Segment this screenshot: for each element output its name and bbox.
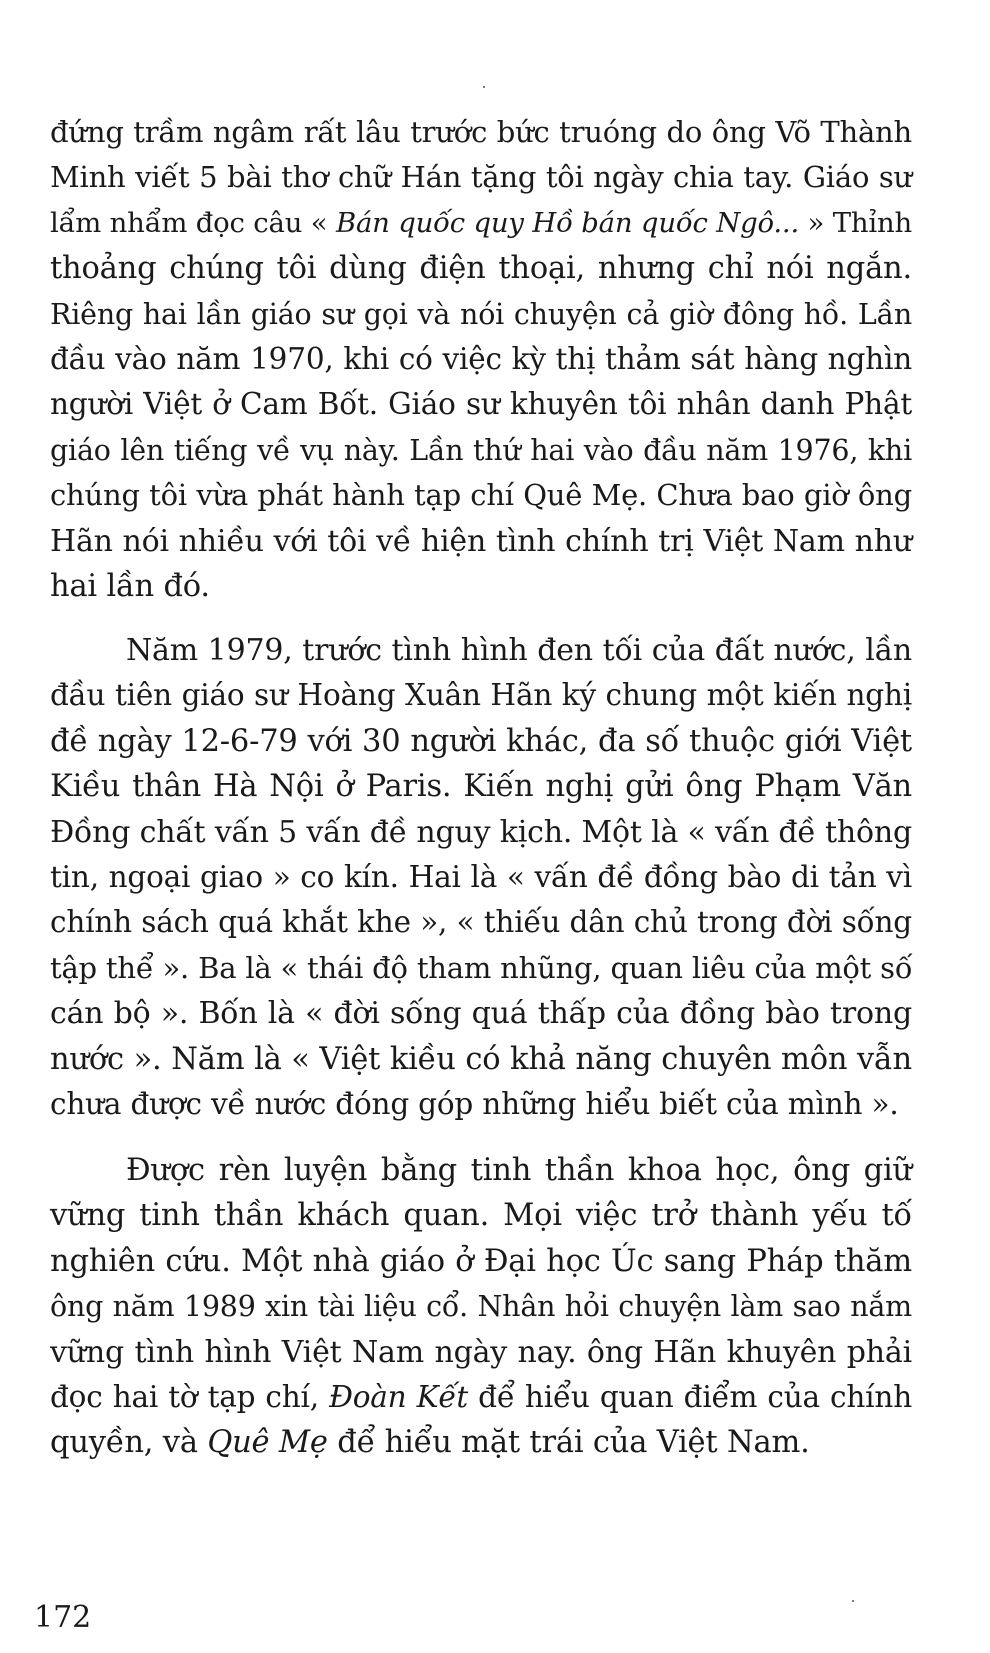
text-run: để hiểu quan điểm của chính — [468, 1380, 912, 1415]
text-line: tập thể ». Ba là « thái độ tham nhũng, quan liêu của một số — [50, 950, 913, 985]
text-run: » Thỉnh — [798, 206, 912, 239]
text-line: tin, ngoại giao » co kín. Hai là « vấn đề đồng bào di tản vì — [50, 860, 912, 895]
text-line: Kiều thân Hà Nội ở Paris. Kiến nghị gửi ông Phạm Văn — [50, 769, 912, 805]
text-line: Hãn nói nhiều với tôi về hiện tình chính trị Việt Nam như — [50, 523, 912, 559]
text-line: giáo lên tiếng về vụ này. Lần thứ hai vào đầu năm 1976, khi — [50, 433, 912, 467]
text-line: Minh viết 5 bài thơ chữ Hán tặng tôi ngày chia tay. Giáo sư — [50, 160, 912, 195]
text-line: chưa được về nước đóng góp những hiểu biết của mình ». — [50, 1087, 899, 1122]
text-line: đầu vào năm 1970, khi có việc kỳ thị thảm sát hàng nghìn — [50, 342, 912, 377]
italic-magazine-title: Đoàn Kết — [329, 1380, 469, 1415]
text-line: chính sách quá khắt khe », « thiếu dân chủ trong đời sống — [50, 905, 912, 940]
paragraph-1 — [50, 110, 912, 609]
text-run: để hiểu mặt trái của Việt Nam. — [327, 1425, 810, 1461]
text-line: Riêng hai lần giáo sư gọi và nói chuyện cả giờ đông hồ. Lần — [50, 297, 912, 331]
text-line: chúng tôi vừa phát hành tạp chí Quê Mẹ. Chưa bao giờ ông — [50, 478, 912, 513]
text-run: đọc hai tờ tạp chí, — [50, 1380, 330, 1415]
text-line: cán bộ ». Bốn là « đời sống quá thấp của đồng bào trong — [50, 996, 912, 1032]
text-line: người Việt ở Cam Bốt. Giáo sư khuyên tôi nhân danh Phật — [50, 387, 912, 422]
text-line: đầu tiên giáo sư Hoàng Xuân Hãn ký chung một kiến nghị — [50, 678, 912, 713]
paragraph-2 — [50, 628, 912, 1127]
text-run: lẩm nhẩm đọc câu « — [50, 206, 336, 239]
italic-magazine-title: Quê Mẹ — [207, 1425, 328, 1461]
text-line: vững tình hình Việt Nam ngày nay. ông Hãn khuyên phải — [50, 1334, 912, 1370]
text-line-with-quote — [50, 201, 912, 246]
paragraph-2-text — [50, 628, 912, 1127]
text-line: thoảng chúng tôi dùng điện thoại, nhưng chỉ nói ngắn. — [50, 251, 912, 287]
text-line-with-title — [50, 1375, 912, 1420]
scan-speck — [483, 86, 485, 88]
text-line: đề ngày 12-6-79 với 30 người khác, đa số thuộc giới Việt — [50, 723, 912, 759]
text-line: đứng trầm ngâm rất lâu trước bức truóng do ông Võ Thành — [50, 115, 912, 149]
scan-speck — [852, 1600, 854, 1602]
text-line: Năm 1979, trước tình hình đen tối của đất nước, lần — [126, 633, 912, 668]
text-line: ông năm 1989 xin tài liệu cổ. Nhân hỏi chuyện làm sao nắm — [50, 1290, 912, 1324]
text-line: Đồng chất vấn 5 vấn đề nguy kịch. Một là « vấn đề thông — [50, 814, 912, 850]
italic-quote: Bán quốc quy Hồ bán quốc Ngô... — [335, 206, 799, 239]
text-line: nước ». Năm là « Việt kiều có khả năng chuyên môn vẫn — [50, 1041, 912, 1077]
paragraph-3-text — [50, 1148, 912, 1466]
text-line: vững tinh thần khách quan. Mọi việc trở thành yếu tố — [50, 1198, 912, 1234]
text-line: hai lần đó. — [50, 569, 210, 605]
paragraph-1-text — [50, 110, 912, 609]
page-number: 172 — [34, 1600, 92, 1635]
text-run: quyền, và — [50, 1425, 208, 1461]
text-line: Được rèn luyện bằng tinh thần khoa học, ông giữ — [126, 1153, 912, 1188]
paragraph-3 — [50, 1148, 912, 1466]
text-line-with-title — [50, 1420, 912, 1465]
text-line: nghiên cứu. Một nhà giáo ở Đại học Úc sang Pháp thăm — [50, 1243, 912, 1279]
